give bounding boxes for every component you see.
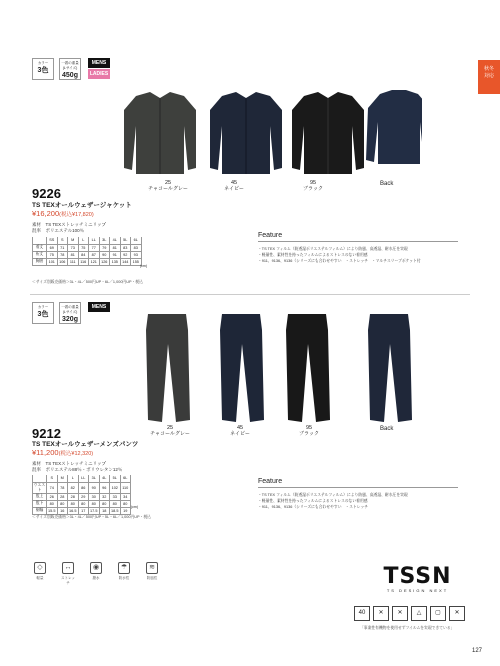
- water-repellent-icon: ◉ 撥水: [88, 562, 104, 586]
- jacket-charcoal: [124, 92, 196, 174]
- material: 素材 TS TEXストレッチミニリップ 混率 ポリエステル100％: [32, 222, 106, 233]
- size-header-row: S M L LL 3L 4L 5L 6L: [33, 475, 131, 482]
- care-labels: [354, 606, 465, 621]
- color-label-95: 95 ブラック: [299, 425, 319, 437]
- color-label-95: 95 ブラック: [303, 180, 323, 192]
- weight-box: 一着の重量(Lサイズ) 320g: [59, 302, 81, 324]
- section-divider: [30, 294, 470, 295]
- stretch-icon: ↔ ストレッチ: [61, 564, 75, 585]
- color-label-45: 45 ネイビー: [230, 425, 250, 437]
- product-name: TS TEXオールウェザーメンズパンツ: [32, 441, 139, 448]
- size-table-2: [32, 475, 131, 515]
- no-dry-clean-icon: ✕: [449, 606, 465, 621]
- wash-40-icon: 40: [354, 606, 370, 621]
- no-tumble-dry-icon: ✕: [392, 606, 408, 621]
- material: 素材 TS TEXストレッチミニリップ 混率 ポリエステル88％・ポリウレタン12％: [32, 461, 123, 472]
- table-row: 胸囲 101 106 111 116 121 126 135 144 155: [33, 258, 142, 265]
- model-number: 9226: [32, 186, 61, 201]
- feature-section-1: Feature ・TS TEX フィルム（防透湿ポリエステルフィルム）により防風、高透湿、耐水圧を実現 ・軽量性、素材性を持ったフィルムによるストレスのない着用感 ・911、9136、9136（シリーズにも合わせやすい ・ストレッチ ・マルチスリーブポケット付: [258, 232, 458, 264]
- pants-black: [286, 314, 330, 422]
- pants-images: [140, 312, 420, 424]
- size-price-note: ＜サイズ別販売価格＞3L・4L／500円UP・6L／1,000円UP・税込: [32, 280, 143, 284]
- table-row: 裄丈 75 78 81 84 87 90 91 92 93: [33, 251, 142, 258]
- back-label: Back: [380, 426, 394, 432]
- waterproof-icon: ☂ 防水性: [118, 564, 130, 580]
- no-bleach-icon: ✕: [373, 606, 389, 621]
- size-price-note: ＜サイズ別販売価格＞3L・4L／500円UP・5L・6L／1,000円UP・税込: [32, 515, 151, 519]
- table-row: 股下 80 80 80 80 80 80 80 80: [33, 500, 131, 507]
- season-tab: 秋冬 対応: [478, 60, 500, 94]
- back-label: Back: [380, 181, 394, 187]
- gender-badges: [88, 58, 110, 80]
- table-row: ウエスト 74 78 82 86 90 96 102 110: [33, 482, 131, 493]
- table-row: 股上 26 28 28 29 30 32 33 34: [33, 493, 131, 500]
- size-unit: (cm): [131, 505, 138, 509]
- color-count-box: カラー 3色: [32, 302, 54, 324]
- iron-low-icon: △: [411, 606, 427, 621]
- table-row: 着丈 69 71 73 75 77 79 81 83 83: [33, 244, 142, 251]
- brand-logo: TSSN TS DESIGN NEXT: [383, 564, 452, 593]
- windproof-icon: ≋ 防風性: [146, 564, 158, 580]
- lightweight-icon: ◇ 軽量: [32, 562, 48, 586]
- feature-section-2: Feature ・TS TEX フィルム（防透湿ポリエステルフィルム）により防風、高透湿、耐水圧を実現 ・軽量性、素材性を持ったフィルムによるストレスのない着用感 ・911、9136、9136（シリーズにも合わせやすい ・ストレッチ: [258, 478, 458, 510]
- size-table-1: [32, 237, 142, 266]
- mens-badge: MENS: [88, 58, 110, 68]
- feature-title: Feature: [258, 232, 458, 242]
- pants-navy: [220, 314, 264, 422]
- page-number: 127: [471, 648, 482, 654]
- feature-title: Feature: [258, 478, 458, 488]
- jacket-images: [122, 90, 422, 178]
- color-label-25: 25 チャコールグレー: [148, 180, 188, 192]
- gender-badges: [88, 302, 110, 324]
- color-label-45: 45 ネイビー: [224, 180, 244, 192]
- table-row: 裾幅 15.5 16 16.5 17 17.5 18 18.5 19: [33, 507, 131, 514]
- pants-back: [368, 314, 412, 422]
- product-name: TS TEXオールウェザージャケット: [32, 202, 132, 209]
- size-header-row: SS S M L LL 3L 4L 5L 6L: [33, 237, 142, 244]
- mens-badge: MENS: [88, 302, 110, 312]
- jacket-back: [366, 90, 422, 164]
- size-unit: (cm): [140, 264, 147, 268]
- ladies-badge: LADIES: [89, 71, 109, 77]
- model-number: 9212: [32, 426, 61, 441]
- jacket-black: [292, 92, 364, 174]
- pants-charcoal: [146, 314, 190, 422]
- color-label-25: 25 チャコールグレー: [150, 425, 190, 437]
- jacket-navy: [210, 92, 282, 174]
- spec-row-1: [32, 58, 110, 80]
- spec-row-2: [32, 302, 110, 324]
- line-dry-icon: ▢: [430, 606, 446, 621]
- color-count-box: カラー 3色: [32, 58, 54, 80]
- function-icons: [32, 562, 160, 586]
- weight-box: 一着の重量(Lサイズ) 450g: [59, 58, 81, 80]
- logo-note: 「事業性有機物を使用せずフイルムを実現できている」: [360, 626, 455, 630]
- price: ¥16,200(税込¥17,820): [32, 209, 94, 218]
- price: ¥11,200(税込¥12,320): [32, 448, 94, 457]
